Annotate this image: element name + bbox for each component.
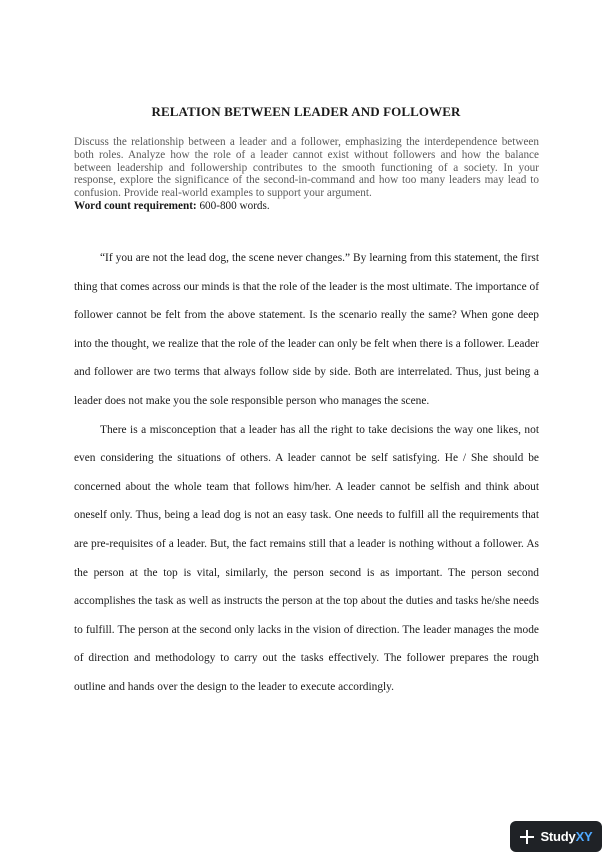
plus-cross-icon (519, 829, 535, 845)
logo-text-accent: XY (575, 829, 593, 844)
paragraph-1: “If you are not the lead dog, the scene never changes.” By learning from this statement, the first thing that comes across our minds is that the role of the leader is the most ultimate. The importance of follower cannot be felt from the above statement. Is the scenario really the same? When gone deep into the thought, we realize that the role of the leader can only be felt when there is a follower. Leader and follower are two terms that always follow side by side. Both are interrelated. Thus, just being a leader does not make you the sole responsible person who manages the scene. (74, 252, 539, 407)
logo-wordmark (540, 829, 592, 844)
word-count-value: 600-800 words. (196, 199, 270, 212)
studyxy-logo (510, 821, 602, 852)
prompt-text: Discuss the relationship between a leader and a follower, emphasizing the interdependence between both roles. Analyze how the role of a leader cannot exist without followers and how the balance between leadership and followership contributes to the smooth functioning of a society. In your response, explore the significance of the second-in-command and how too many leaders may lead to confusion. Provide real-world examples to support your argument. (74, 136, 539, 200)
essay-body (74, 244, 539, 702)
paragraph-2: There is a misconception that a leader has all the right to take decisions the way one likes, not even considering the situations of others. A leader cannot be self satisfying. He / She should be concerned about the whole team that follows him/her. A leader cannot be selfish and think about oneself only. Thus, being a lead dog is not an easy task. One needs to fulfill all the requirements that are pre-requisites of a leader. But, the fact remains still that a leader is nothing without a follower. As the person at the top is vital, similarly, the person second is as important. The person second accomplishes the task as well as instructs the person at the top about the duties and tasks he/she needs to fulfill. The person at the second only lacks in the vision of direction. The leader manages the mode of direction and methodology to carry out the tasks effectively. The follower prepares the rough outline and hands over the design to the leader to execute accordingly. (74, 423, 539, 693)
document-title: RELATION BETWEEN LEADER AND FOLLOWER (151, 104, 461, 119)
prompt-block (74, 136, 539, 213)
logo-text-main: Study (540, 829, 576, 844)
word-count-label: Word count requirement: (74, 199, 197, 212)
